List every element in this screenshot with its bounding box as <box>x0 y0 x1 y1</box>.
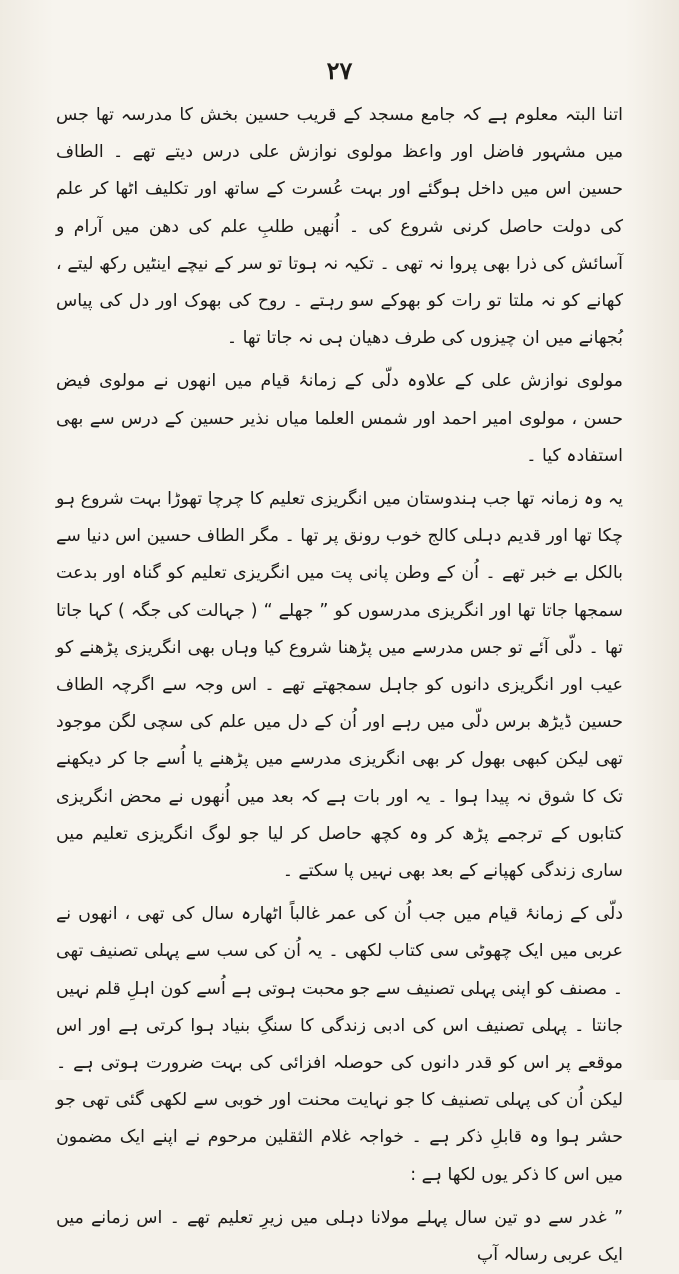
text-line: یہ وہ زمانہ تھا جب ہندوستان میں انگریزی تعلیم کا چرچا تھوڑا بہت شروع ہو چکا تھا اور <box>56 489 623 547</box>
text-line: اُسے کون اہلِ قلم نہیں جانتا ۔ پہلی تصنیف اس کی ادبی زندگی کا سنگِ بنیاد ہوا کرتی ہے اور اس <box>56 978 623 1036</box>
paragraph-4 <box>56 896 623 1194</box>
body-text <box>56 97 623 1274</box>
text-line: اور تکلیف اٹھا کر علم کی دولت حاصل کرنی شروع کی ۔ اُنھیں طلبِ علم کی دھن میں آرام و آسائش <box>56 179 624 274</box>
text-line: میں انگریزی تعلیم کو گناہ اور بدعت سمجھا جاتا تھا اور انگریزی مدرسوں کو ” جھلے “ ( جہالت کی جگہ ) کہا <box>56 563 623 621</box>
text-line: جاتا تھا ۔ دلّی آئے تو جس مدرسے میں پڑھنا شروع کیا وہاں بھی انگریزی پڑھنے کو عیب اور انگریزی دانوں <box>56 600 623 696</box>
paragraph-3 <box>56 481 623 890</box>
page-number: ۲۷ <box>326 56 353 85</box>
text-line: کی ذرا بھی پروا نہ تھی ۔ تکیہ نہ ہوتا تو سر کے نیچے اینٹیں رکھ لیتے ، کھانے کو نہ ملتا تو رات کو بھوکے سو رہتے ۔ <box>56 253 623 312</box>
text-line: اتنا البتہ معلوم ہے کہ جامع مسجد کے قریب حسین بخش کا مدرسہ تھا جس میں مشہور فاضل اور واعظ <box>56 105 624 163</box>
text-line: کی سچی لگن موجود تھی لیکن کبھی بھول کر بھی انگریزی مدرسے میں پڑھنے یا اُسے جا کر دیکھنے تک کا شوق نہ پیدا <box>56 712 623 807</box>
paragraph-1 <box>56 97 623 357</box>
text-line: سی کتاب لکھی ۔ یہ اُن کی سب سے پہلی تصنیف تھی ۔ مصنف کو اپنی پہلی تصنیف سے جو محبت ہوتی ہے <box>56 941 623 999</box>
text-line: نہایت محنت اور خوبی سے لکھی گئی تھی جو حشر ہوا وہ قابلِ ذکر ہے ۔ خواجہ غلام الثقلین مرحوم نے اپنے ایک <box>56 1090 623 1148</box>
text-line: مولوی نوازش علی کے علاوہ دلّی کے زمانۂ قیام میں انھوں نے مولوی فیض حسن ، مولوی امیر احمد <box>56 371 624 429</box>
text-line: قدیم دہلی کالج خوب رونق پر تھا ۔ مگر الطاف حسین اس دنیا سے بالکل بے خبر تھے ۔ اُن کے وطن پانی پت <box>56 526 624 584</box>
text-line: اور شمس العلما میاں نذیر حسین کے درس سے بھی استفادہ کیا ۔ <box>56 408 623 466</box>
text-line: مولوی نوازش علی درس دیتے تھے ۔ الطاف حسین اس میں داخل ہوگئے اور بہت عُسرت کے ساتھ <box>56 142 623 200</box>
text-line: ہوا ۔ یہ اور بات ہے کہ بعد میں اُنھوں نے محض انگریزی کتابوں کے ترجمے پڑھ کر وہ کچھ حاصل کر لیا جو <box>56 786 624 844</box>
paragraph-5-quote <box>56 1200 623 1274</box>
text-line: مضمون میں اس کا ذکر یوں لکھا ہے : <box>56 1127 623 1185</box>
text-line: دلّی کے زمانۂ قیام میں جب اُن کی عمر غالباً اٹھارہ سال کی تھی ، انھوں نے عربی میں ایک چھوٹی <box>56 904 624 962</box>
text-line: روح کی بھوک اور دل کی پیاس بُجھانے میں ان چیزوں کی طرف دھیان ہی نہ جاتا تھا ۔ <box>56 291 623 349</box>
paragraph-2 <box>56 363 623 475</box>
text-line: کو جاہل سمجھتے تھے ۔ اس وجہ سے اگرچہ الطاف حسین ڈیڑھ برس دلّی میں رہے اور اُن کے دل میں علم <box>56 675 623 733</box>
text-line: لوگ انگریزی تعلیم میں ساری زندگی کھپانے کے بعد بھی نہیں پا سکتے ۔ <box>56 823 623 882</box>
text-line: موقعے پر اس کو قدر دانوں کی حوصلہ افزائی کی بہت ضرورت ہوتی ہے ۔ لیکن اُن کی پہلی تصنیف کا جو <box>56 1053 623 1111</box>
text-line: ” غدر سے دو تین سال پہلے مولانا دہلی میں زیرِ تعلیم تھے ۔ اس زمانے میں ایک عربی رسالہ آپ <box>56 1207 623 1266</box>
